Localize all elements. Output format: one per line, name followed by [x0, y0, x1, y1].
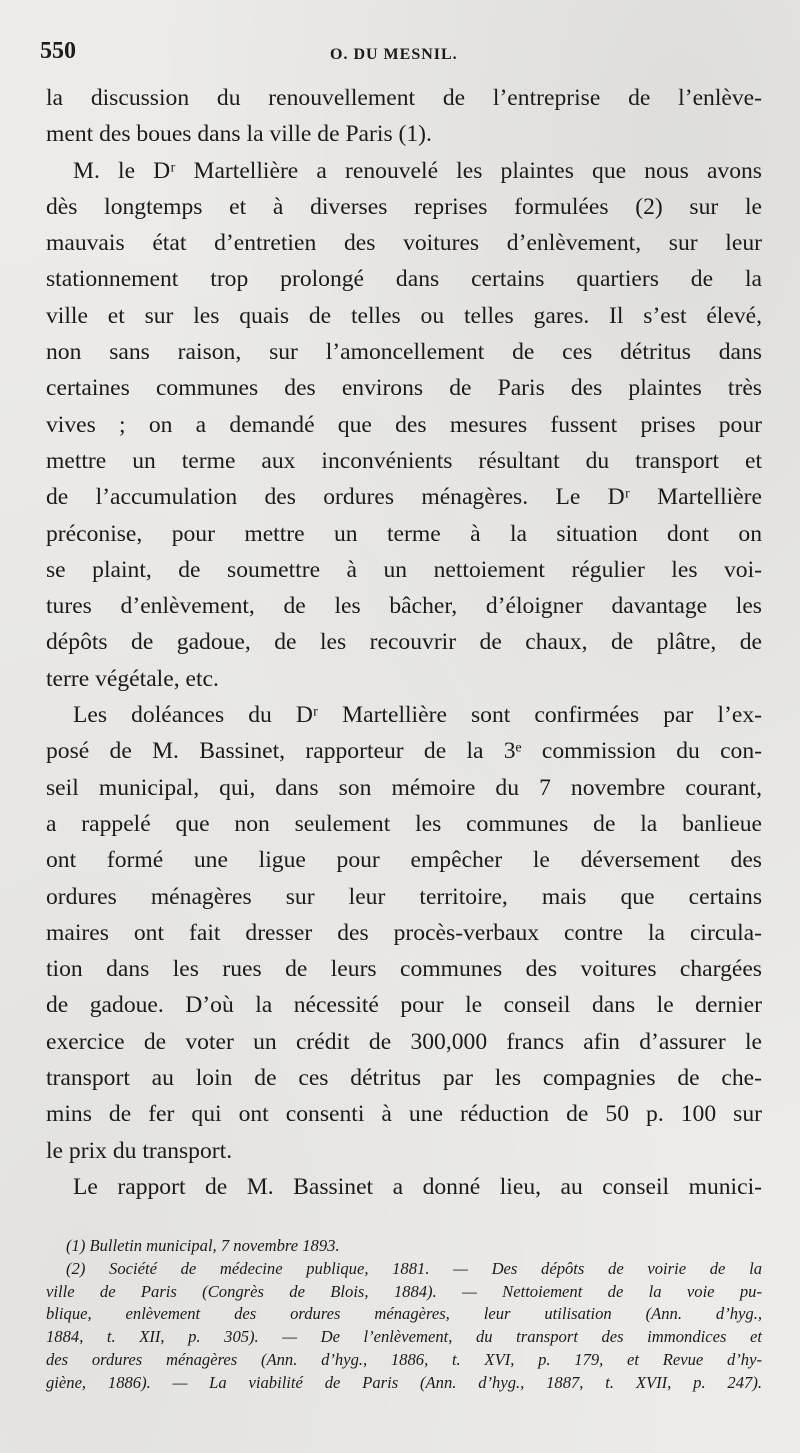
text-line: non sans raison, sur l’amoncellement de ces détritus dans — [46, 339, 762, 366]
text-line: de gadoue. D’où la nécessité pour le conseil dans le dernier — [46, 992, 762, 1019]
text-line: Le rapport de M. Bassinet a donné lieu, au conseil munici- — [73, 1173, 762, 1200]
text-line: exercice de voter un crédit de 300,000 francs afin d’assurer le — [46, 1028, 762, 1055]
text-line: vives ; on a demandé que des mesures fussent prises pour — [46, 411, 762, 438]
page-header — [40, 38, 760, 70]
text-line: le prix du transport. — [46, 1137, 233, 1164]
text-line: dépôts de gadoue, de les recouvrir de chaux, de plâtre, de — [46, 629, 762, 656]
text-line: M. le Dʳ Martellière a renouvelé les plaintes que nous avons — [73, 157, 762, 184]
text-line: ordures ménagères sur leur territoire, mais que certains — [46, 883, 762, 910]
text-line: certaines communes des environs de Paris des plaintes très — [46, 375, 762, 402]
text-line: se plaint, de soumettre à un nettoiement régulier les voi- — [46, 556, 762, 583]
footnote-line: blique, enlèvement des ordures ménagères, leur utilisation (Ann. d’hyg., — [46, 1304, 762, 1324]
text-line: terre végétale, etc. — [46, 665, 219, 692]
text-line: tion dans les rues de leurs communes des voitures chargées — [46, 956, 762, 983]
text-line: a rappelé que non seulement les communes de la banlieue — [46, 810, 762, 837]
text-line: ont formé une ligue pour empêcher le déversement des — [46, 847, 762, 874]
footnote-line: des ordures ménagères (Ann. d’hyg., 1886, t. XVI, p. 179, et Revue d’hy- — [46, 1349, 762, 1369]
text-line: ment des boues dans la ville de Paris (1). — [46, 121, 432, 148]
footnotes — [46, 1235, 762, 1395]
footnote-line: ville de Paris (Congrès de Blois, 1884). — Nettoiement de la voie pu- — [46, 1281, 762, 1301]
text-line: dès longtemps et à diverses reprises formulées (2) sur le — [46, 193, 762, 220]
body-text — [46, 80, 762, 1205]
text-line: préconise, pour mettre un terme à la situation dont on — [46, 520, 762, 547]
footnote-line: giène, 1886). — La viabilité de Paris (Ann. d’hyg., 1887, t. XVII, p. 247). — [46, 1372, 762, 1392]
text-line: la discussion du renouvellement de l’entreprise de l’enlève- — [46, 85, 762, 111]
footnote-line: (1) Bulletin municipal, 7 novembre 1893. — [66, 1236, 340, 1255]
text-line: maires ont fait dresser des procès-verbaux contre la circula- — [46, 919, 762, 946]
text-line: mauvais état d’entretien des voitures d’enlèvement, sur leur — [46, 230, 762, 257]
footnote-line: (2) Société de médecine publique, 1881. — Des dépôts de voirie de la — [66, 1258, 762, 1278]
text-line: transport au loin de ces détritus par les compagnies de che- — [46, 1065, 762, 1092]
text-line: ville et sur les quais de telles ou telles gares. Il s’est élevé, — [46, 302, 762, 329]
text-line: stationnement trop prolongé dans certains quartiers de la — [46, 266, 762, 293]
text-line: seil municipal, qui, dans son mémoire du 7 novembre courant, — [46, 774, 762, 801]
text-line: mins de fer qui ont consenti à une réduction de 50 p. 100 sur — [46, 1101, 762, 1128]
text-line: de l’accumulation des ordures ménagères. Le Dʳ Martellière — [46, 484, 762, 511]
running-head: O. DU MESNIL. — [330, 46, 458, 63]
footnote-line: 1884, t. XII, p. 305). — De l’enlèvement, du transport des immondices et — [46, 1327, 762, 1347]
text-line: posé de M. Bassinet, rapporteur de la 3ᵉ commission du con- — [46, 738, 762, 765]
page-number: 550 — [40, 38, 76, 64]
text-line: Les doléances du Dʳ Martellière sont confirmées par l’ex- — [73, 702, 762, 729]
text-line: mettre un terme aux inconvénients résultant du transport et — [46, 447, 762, 474]
text-line: tures d’enlèvement, de les bâcher, d’éloigner davantage les — [46, 593, 762, 620]
